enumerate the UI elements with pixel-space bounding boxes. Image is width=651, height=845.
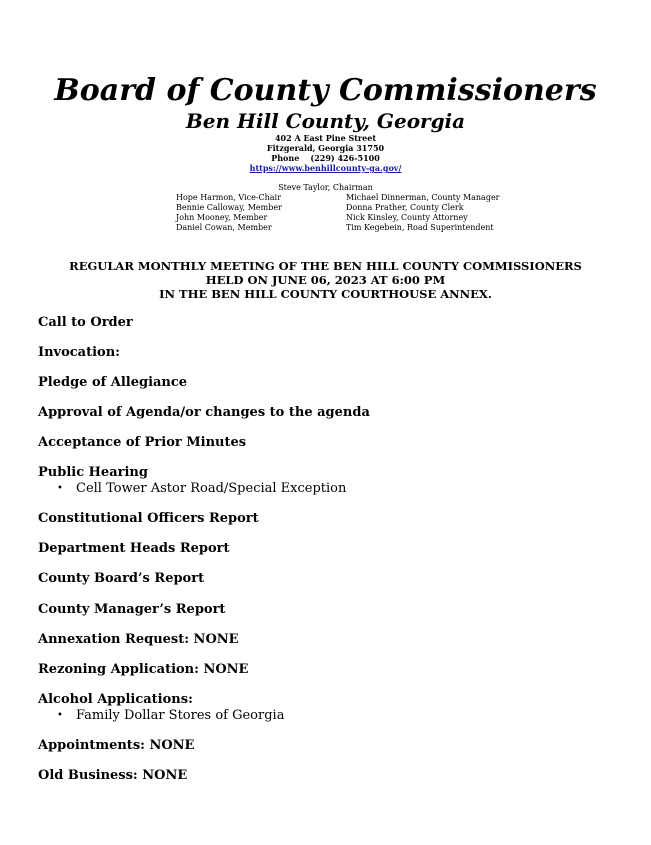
official-county-manager: Michael Dinnerman, County Manager xyxy=(346,193,500,202)
bullet: • xyxy=(57,710,63,721)
agenda-item: Pledge of Allegiance xyxy=(38,375,188,390)
agenda-item: Department Heads Report xyxy=(38,541,230,556)
meeting-date: HELD ON JUNE 06, 2023 AT 6:00 PM xyxy=(205,273,446,287)
subitem-text: Cell Tower Astor Road/Special Exception xyxy=(76,481,347,496)
official-member: Daniel Cowan, Member xyxy=(176,223,272,232)
agenda-subitem xyxy=(57,708,284,724)
agenda-item: County Manager’s Report xyxy=(38,602,226,617)
bullet: • xyxy=(57,483,63,494)
board-title: Board of County Commissioners xyxy=(54,73,597,108)
agenda-item: Alcohol Applications: xyxy=(38,692,193,707)
agenda-item: Call to Order xyxy=(38,315,133,330)
official-county-attorney: Nick Kinsley, County Attorney xyxy=(346,213,468,222)
official-vice-chair: Hope Harmon, Vice-Chair xyxy=(176,193,281,202)
agenda-subitem xyxy=(57,481,346,497)
official-member: Bennie Calloway, Member xyxy=(176,203,282,212)
agenda-item: Approval of Agenda/or changes to the agenda xyxy=(38,405,370,420)
county-subtitle: Ben Hill County, Georgia xyxy=(185,109,466,133)
chairman: Steve Taylor, Chairman xyxy=(278,183,373,192)
meeting-location: IN THE BEN HILL COUNTY COURTHOUSE ANNEX. xyxy=(159,287,492,301)
agenda-item: Appointments: NONE xyxy=(38,738,195,753)
agenda-item: Old Business: NONE xyxy=(38,768,188,783)
website-link[interactable]: https://www.benhillcounty-ga.gov/ xyxy=(249,163,402,173)
agenda-item: County Board’s Report xyxy=(38,571,205,586)
phone-number: Phone (229) 426-5100 xyxy=(271,153,380,163)
meeting-heading: REGULAR MONTHLY MEETING OF THE BEN HILL COUNTY COMMISSIONERS xyxy=(69,259,582,273)
address-city: Fitzgerald, Georgia 31750 xyxy=(266,143,385,153)
subitem-text: Family Dollar Stores of Georgia xyxy=(76,708,285,723)
official-member: John Mooney, Member xyxy=(176,213,268,222)
official-road-superintendent: Tim Kegebein, Road Superintendent xyxy=(346,223,494,232)
official-county-clerk: Donna Prather, County Clerk xyxy=(346,203,464,212)
agenda-item: Invocation: xyxy=(38,345,120,360)
agenda-item: Annexation Request: NONE xyxy=(38,632,239,647)
agenda-item: Public Hearing xyxy=(38,465,148,480)
agenda-item: Rezoning Application: NONE xyxy=(38,662,249,677)
address-street: 402 A East Pine Street xyxy=(274,133,377,143)
agenda-item: Constitutional Officers Report xyxy=(38,511,259,526)
agenda-item: Acceptance of Prior Minutes xyxy=(38,435,247,450)
